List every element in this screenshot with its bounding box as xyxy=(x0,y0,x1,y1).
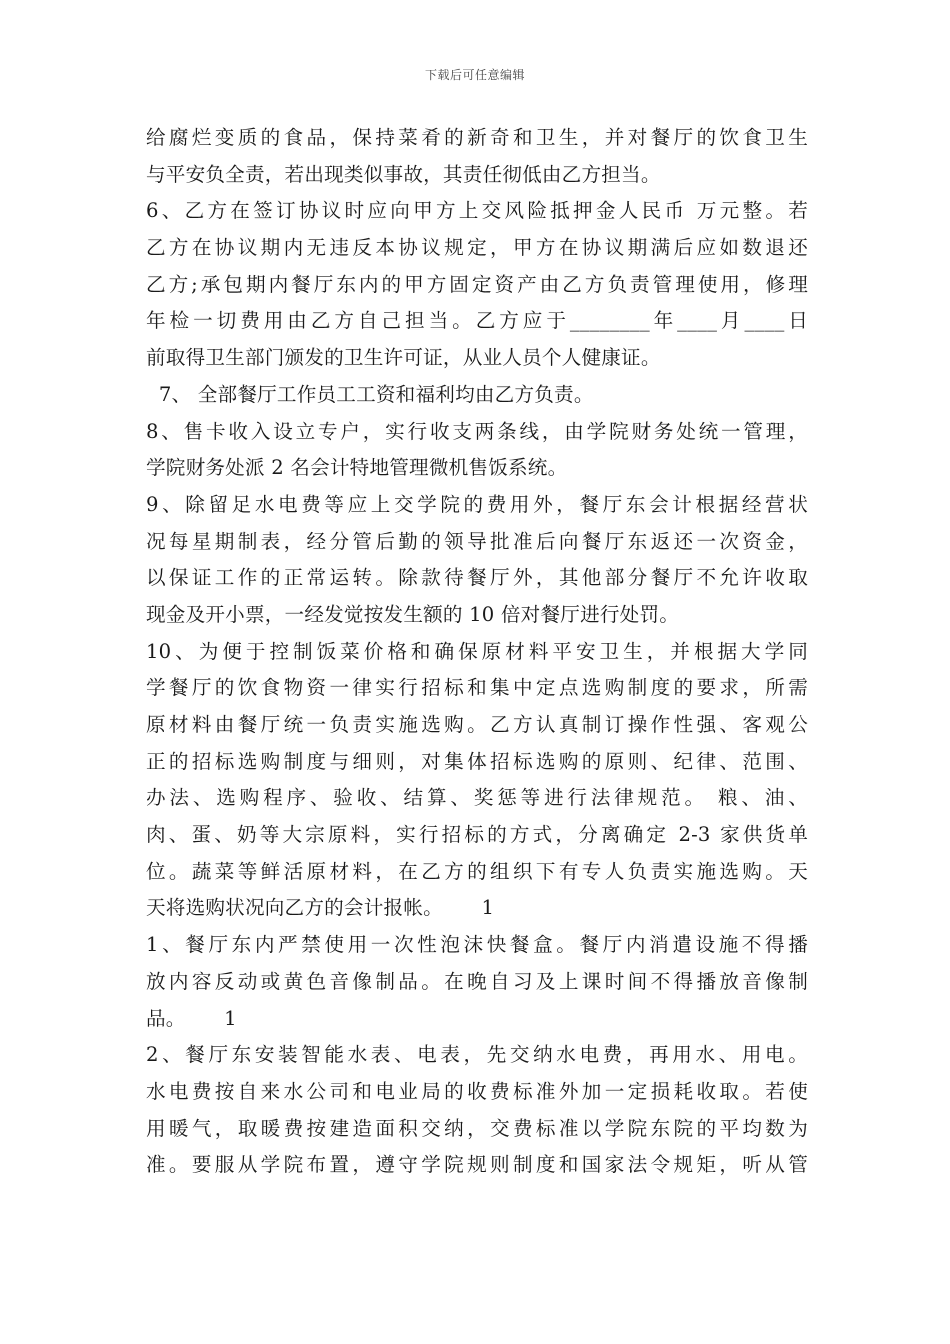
text-line: 6、乙方在签订协议时应向甲方上交风险抵押金人民币 万元整。若 xyxy=(146,199,808,223)
text-line: 况每星期制表，经分管后勤的领导批准后向餐厅东返还一次资金， xyxy=(146,529,808,553)
text-line: 8、售卡收入设立专户，实行收支两条线，由学院财务处统一管理， xyxy=(146,419,808,443)
text-line: 2、餐厅东安装智能水表、电表，先交纳水电费，再用水、用电。 xyxy=(146,1043,808,1067)
text-line: 正的招标选购制度与细则，对集体招标选购的原则、纪律、范围、 xyxy=(146,749,808,773)
text-line: 位。蔬菜等鲜活原材料，在乙方的组织下有专人负责实施选购。天 xyxy=(146,859,808,883)
text-line: 放内容反动或黄色音像制品。在晚自习及上课时间不得播放音像制 xyxy=(146,969,808,993)
text-line: 给腐烂变质的食品，保持菜肴的新奇和卫生，并对餐厅的饮食卫生 xyxy=(146,126,808,149)
text-line: 乙方;承包期内餐厅东内的甲方固定资产由乙方负责管理使用，修理 xyxy=(146,272,808,296)
text-line: 水电费按自来水公司和电业局的收费标准外加一定损耗收取。若使 xyxy=(146,1079,808,1103)
text-line: 1、餐厅东内严禁使用一次性泡沫快餐盒。餐厅内消遣设施不得播 xyxy=(146,933,808,957)
text-line: 办法、选购程序、验收、结算、奖惩等进行法律规范。 粮、油、 xyxy=(146,786,808,810)
text-line: 用暖气，取暖费按建造面积交纳，交费标准以学院东院的平均数为 xyxy=(146,1116,808,1140)
text-line: 10、为便于控制饭菜价格和确保原材料平安卫生，并根据大学同 xyxy=(146,639,808,663)
text-line: 原材料由餐厅统一负责实施选购。乙方认真制订操作性强、客观公 xyxy=(146,713,808,736)
text-line: 学院财务处派 2 名会计特地管理微机售饭系统。 xyxy=(146,456,568,480)
text-line: 品。 1 xyxy=(146,1006,237,1030)
text-line: 以保证工作的正常运转。除款待餐厅外，其他部分餐厅不允许收取 xyxy=(146,566,808,590)
text-line: 乙方在协议期内无违反本协议规定，甲方在协议期满后应如数退还 xyxy=(146,236,808,260)
page-header: 下载后可任意编辑 xyxy=(424,68,525,82)
document-body xyxy=(146,120,808,1184)
text-line: 与平安负全责，若出现类似事故，其责任彻低由乙方担当。 xyxy=(146,162,661,186)
text-line: 9、除留足水电费等应上交学院的费用外，餐厅东会计根据经营状 xyxy=(146,492,808,516)
text-line: 天将选购状况向乙方的会计报帐。 1 xyxy=(146,896,495,920)
text-line: 现金及开小票，一经发觉按发生额的 10 倍对餐厅进行处罚。 xyxy=(146,602,680,626)
text-line: 年检一切费用由乙方自己担当。乙方应于________年____月____日 xyxy=(146,309,808,333)
text-line: 肉、蛋、奶等大宗原料，实行招标的方式，分离确定 2-3 家供货单 xyxy=(146,823,808,847)
text-line: 7、 全部餐厅工作员工工资和福利均由乙方负责。 xyxy=(146,382,594,406)
text-line: 学餐厅的饮食物资一律实行招标和集中定点选购制度的要求，所需 xyxy=(146,676,808,700)
text-line: 准。要服从学院布置，遵守学院规则制度和国家法令规矩，听从管 xyxy=(146,1153,808,1177)
text-line: 前取得卫生部门颁发的卫生许可证，从业人员个人健康证。 xyxy=(146,346,661,370)
